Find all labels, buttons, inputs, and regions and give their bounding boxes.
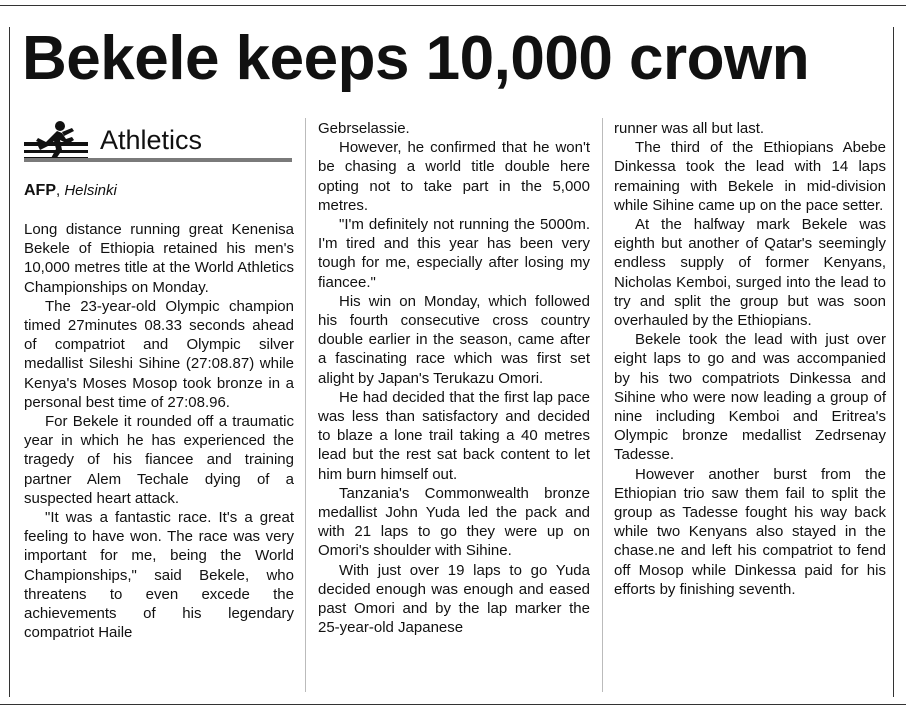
paragraph: "I'm definitely not running the 5000m. I'm tired and this year has been very tough for me, especially after losing my fiancee." <box>318 216 590 291</box>
article-column-2 <box>318 119 590 637</box>
paragraph: "It was a fantastic race. It's a great feeling to have won. The race was very important for me, being the World Championships," said Bekele, who threatens to even excede the achievements of his legendary compatriot Haile <box>24 509 294 642</box>
top-rule <box>0 5 906 6</box>
column-divider <box>305 118 306 692</box>
byline-agency: AFP <box>24 182 56 199</box>
article-column-3 <box>614 119 886 599</box>
paragraph: His win on Monday, which followed his fourth consecutive cross country double earlier in the season, came after a fascinating race which was first set alight by Japan's Terukazu Omori. <box>318 292 590 387</box>
paragraph: He had decided that the first lap pace was less than satisfactory and decided to blaze a lone trail taking a 40 metres lead but the rest sat back content to let him burn himself out. <box>318 388 590 483</box>
section-underline <box>24 158 292 162</box>
bottom-rule <box>0 704 906 705</box>
paragraph: With just over 19 laps to go Yuda decided enough was enough and eased past Omori and by the lap marker the 25-year-old Japanese <box>318 561 590 637</box>
paragraph: Gebrselassie. <box>318 120 410 137</box>
headline: Bekele keeps 10,000 crown <box>22 24 810 93</box>
paragraph: Long distance running great Kenenisa Bekele of Ethiopia retained his men's 10,000 metres title at the World Athletics Championships on Monday. <box>24 221 294 296</box>
paragraph: For Bekele it rounded off a traumatic year in which he has experienced the tragedy of his fiancee and training partner Alem Techale dying of a suspected heart attack. <box>24 413 294 507</box>
paragraph: The 23-year-old Olympic champion timed 27minutes 08.33 seconds ahead of compatriot and Olympic silver medallist Sileshi Sihine (27:08.87) while Kenya's Moses Mosop took bronze in a personal best time of 27:08.96. <box>24 297 294 411</box>
paragraph: The third of the Ethiopians Abebe Dinkessa took the lead with 14 laps remaining with Bekele in mid-division while Sihine came up on the pace setter. <box>614 139 886 214</box>
paragraph: Bekele took the lead with just over eight laps to go and was accompanied by his two compatriots Dinkessa and Sihine who were now leading a group of nine including Kemboi and Eritrea's Olympic bronze medallist Zedrsenay Tadesse. <box>614 331 886 464</box>
article-column-1 <box>24 220 294 642</box>
paragraph: However another burst from the Ethiopian trio saw them fail to split the group as Tadesse fought his way back while two Kenyans also stayed in the chase.ne and left his compatriot to fend off Mosop while Dinkessa paid for his efforts by finishing seventh. <box>614 465 886 598</box>
byline-location: Helsinki <box>64 182 117 199</box>
section-label: Athletics <box>100 125 203 155</box>
left-rule <box>9 27 10 697</box>
byline-separator: , <box>56 182 65 199</box>
byline <box>24 181 117 201</box>
paragraph: runner was all but last. <box>614 120 765 137</box>
paragraph: Tanzania's Commonwealth bronze medallist John Yuda led the pack and with 21 laps to go they were up on Omori's shoulder with Sihine. <box>318 484 590 560</box>
paragraph: At the halfway mark Bekele was eighth but another of Qatar's seemingly endless supply of former Kenyans, Nicholas Kemboi, surged into the lead to try and split the group but was soon overhauled by the Ethiopians. <box>614 216 886 330</box>
paragraph: However, he confirmed that he won't be chasing a world title double here opting not to take part in the 5,000 metres. <box>318 139 590 214</box>
right-rule <box>893 27 894 697</box>
column-divider <box>602 118 603 692</box>
